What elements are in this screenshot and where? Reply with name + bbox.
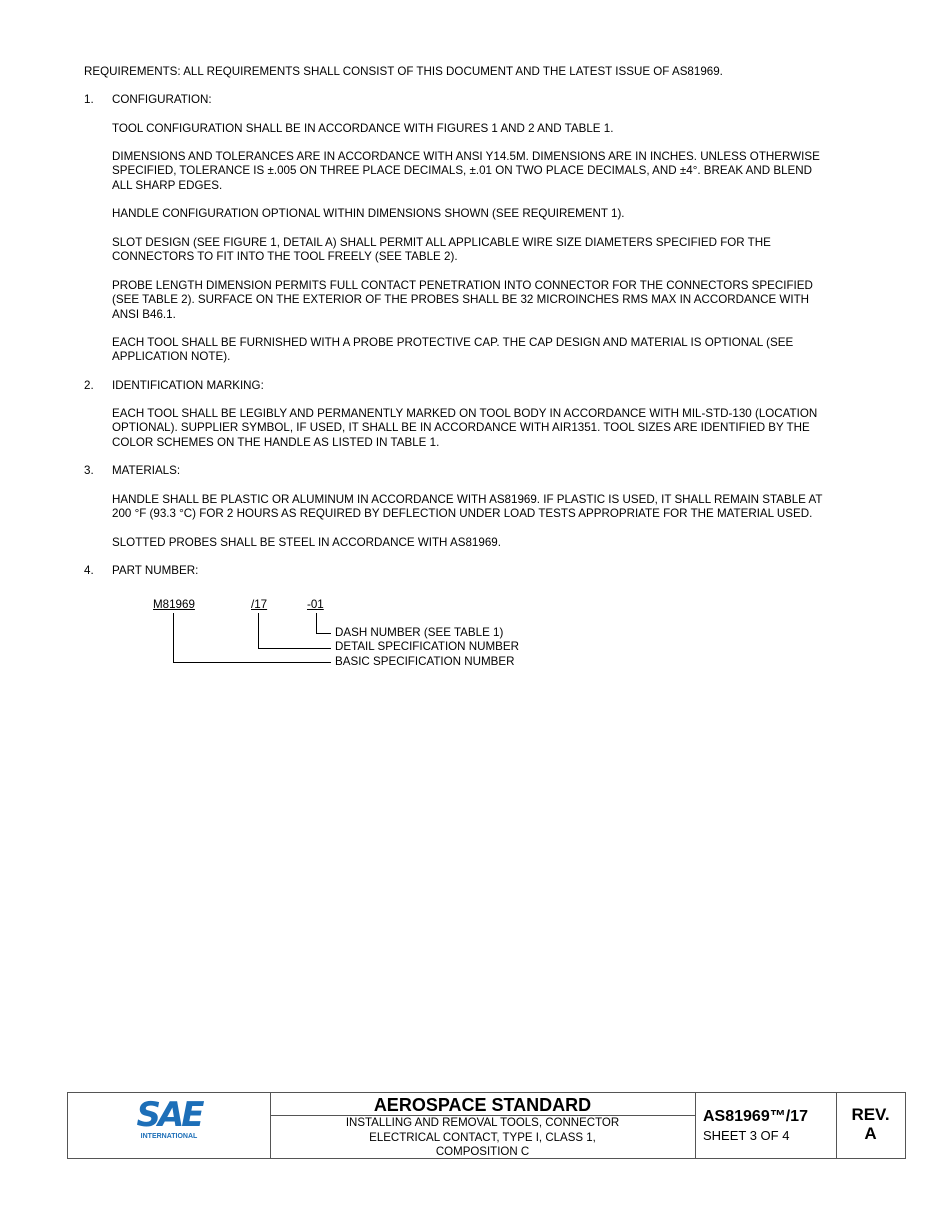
basic-leader-vertical	[173, 613, 174, 662]
dash-number-label: DASH NUMBER (SEE TABLE 1)	[335, 626, 504, 639]
detail-spec-code: /17	[251, 598, 268, 611]
section-1-paragraph-3: HANDLE CONFIGURATION OPTIONAL WITHIN DIMENSIONS SHOWN (SEE REQUIREMENT 1).	[112, 207, 625, 220]
basic-leader-horizontal	[173, 662, 331, 663]
sae-logo: SAE	[136, 1095, 202, 1135]
dash-number-code: -01	[307, 598, 324, 611]
section-1-paragraph-2: DIMENSIONS AND TOLERANCES ARE IN ACCORDANCE WITH ANSI Y14.5M. DIMENSIONS ARE IN INCHES. UNLESS OTHERWISE SPECIFIED, TOLERANCE IS ±.005 ON THREE PLACE DECIMALS, ±.01 ON TWO PLACE DECIMALS, AND ±4°. BREAK AND BLEND ALL SHARP EDGES.	[112, 150, 820, 192]
section-1-paragraph-1: TOOL CONFIGURATION SHALL BE IN ACCORDANCE WITH FIGURES 1 AND 2 AND TABLE 1.	[112, 122, 614, 135]
sae-logo-subtext: INTERNATIONAL	[140, 1133, 198, 1140]
logo-cell	[68, 1093, 271, 1158]
section-2-paragraph-1: EACH TOOL SHALL BE LEGIBLY AND PERMANENTLY MARKED ON TOOL BODY IN ACCORDANCE WITH MIL-STD-130 (LOCATION OPTIONAL). SUPPLIER SYMBOL, IF USED, IT SHALL BE IN ACCORDANCE WITH AIR1351. TOOL SIZES ARE IDENTIFIED BY THE COLOR SCHEMES ON THE HANDLE AS LISTED IN TABLE 1.	[112, 407, 818, 449]
section-1-heading: CONFIGURATION:	[112, 93, 212, 106]
basic-spec-label: BASIC SPECIFICATION NUMBER	[335, 655, 515, 668]
section-1-paragraph-4: SLOT DESIGN (SEE FIGURE 1, DETAIL A) SHALL PERMIT ALL APPLICABLE WIRE SIZE DIAMETERS SPECIFIED FOR THE CONNECTORS TO FIT INTO THE TOOL FREELY (SEE TABLE 2).	[112, 236, 771, 264]
subtitle-line-1: INSTALLING AND REMOVAL TOOLS, CONNECTOR	[345, 1117, 620, 1129]
detail-leader-horizontal	[258, 648, 331, 649]
document-number-cell	[695, 1093, 837, 1158]
section-3-heading: MATERIALS:	[112, 464, 181, 477]
dash-leader-vertical	[316, 613, 317, 633]
section-4-heading: PART NUMBER:	[112, 564, 199, 577]
section-4-number: 4.	[84, 564, 94, 577]
section-3-paragraph-2: SLOTTED PROBES SHALL BE STEEL IN ACCORDANCE WITH AS81969.	[112, 536, 501, 549]
standard-title: AEROSPACE STANDARD	[373, 1095, 592, 1115]
revision-label: REV.	[851, 1105, 890, 1124]
sheet-number: SHEET 3 OF 4	[703, 1128, 790, 1143]
revision-value: A	[864, 1124, 877, 1143]
subtitle-line-3: COMPOSITION C	[435, 1146, 530, 1158]
section-3-paragraph-1: HANDLE SHALL BE PLASTIC OR ALUMINUM IN ACCORDANCE WITH AS81969. IF PLASTIC IS USED, IT SHALL REMAIN STABLE AT 200 °F (93.3 °C) FOR 2 HOURS AS REQUIRED BY DEFLECTION UNDER LOAD TESTS APPROPRIATE FOR THE MATERIAL USED.	[112, 493, 823, 521]
section-3-number: 3.	[84, 464, 94, 477]
title-block	[67, 1092, 906, 1159]
section-1-paragraph-6: EACH TOOL SHALL BE FURNISHED WITH A PROBE PROTECTIVE CAP. THE CAP DESIGN AND MATERIAL IS OPTIONAL (SEE APPLICATION NOTE).	[112, 336, 794, 364]
detail-spec-label: DETAIL SPECIFICATION NUMBER	[335, 640, 520, 653]
subtitle-line-2: ELECTRICAL CONTACT, TYPE I, CLASS 1,	[369, 1131, 596, 1144]
dash-leader-horizontal	[316, 633, 331, 634]
standard-subtitle	[270, 1116, 695, 1160]
basic-spec-code: M81969	[153, 598, 195, 611]
document-number: AS81969™/17	[703, 1108, 808, 1125]
detail-leader-vertical	[258, 613, 259, 648]
section-2-number: 2.	[84, 379, 94, 392]
title-cell	[270, 1093, 696, 1158]
section-1-paragraph-5: PROBE LENGTH DIMENSION PERMITS FULL CONTACT PENETRATION INTO CONNECTOR FOR THE CONNECTORS SPECIFIED (SEE TABLE 2). SURFACE ON THE EXTERIOR OF THE PROBES SHALL BE 32 MICROINCHES RMS MAX IN ACCORDANCE WITH ANSI B46.1.	[112, 279, 813, 321]
requirements-intro: REQUIREMENTS: ALL REQUIREMENTS SHALL CONSIST OF THIS DOCUMENT AND THE LATEST ISSUE OF AS81969.	[84, 65, 723, 78]
revision-cell	[836, 1093, 905, 1158]
section-2-heading: IDENTIFICATION MARKING:	[112, 379, 264, 392]
section-1-number: 1.	[84, 93, 94, 106]
